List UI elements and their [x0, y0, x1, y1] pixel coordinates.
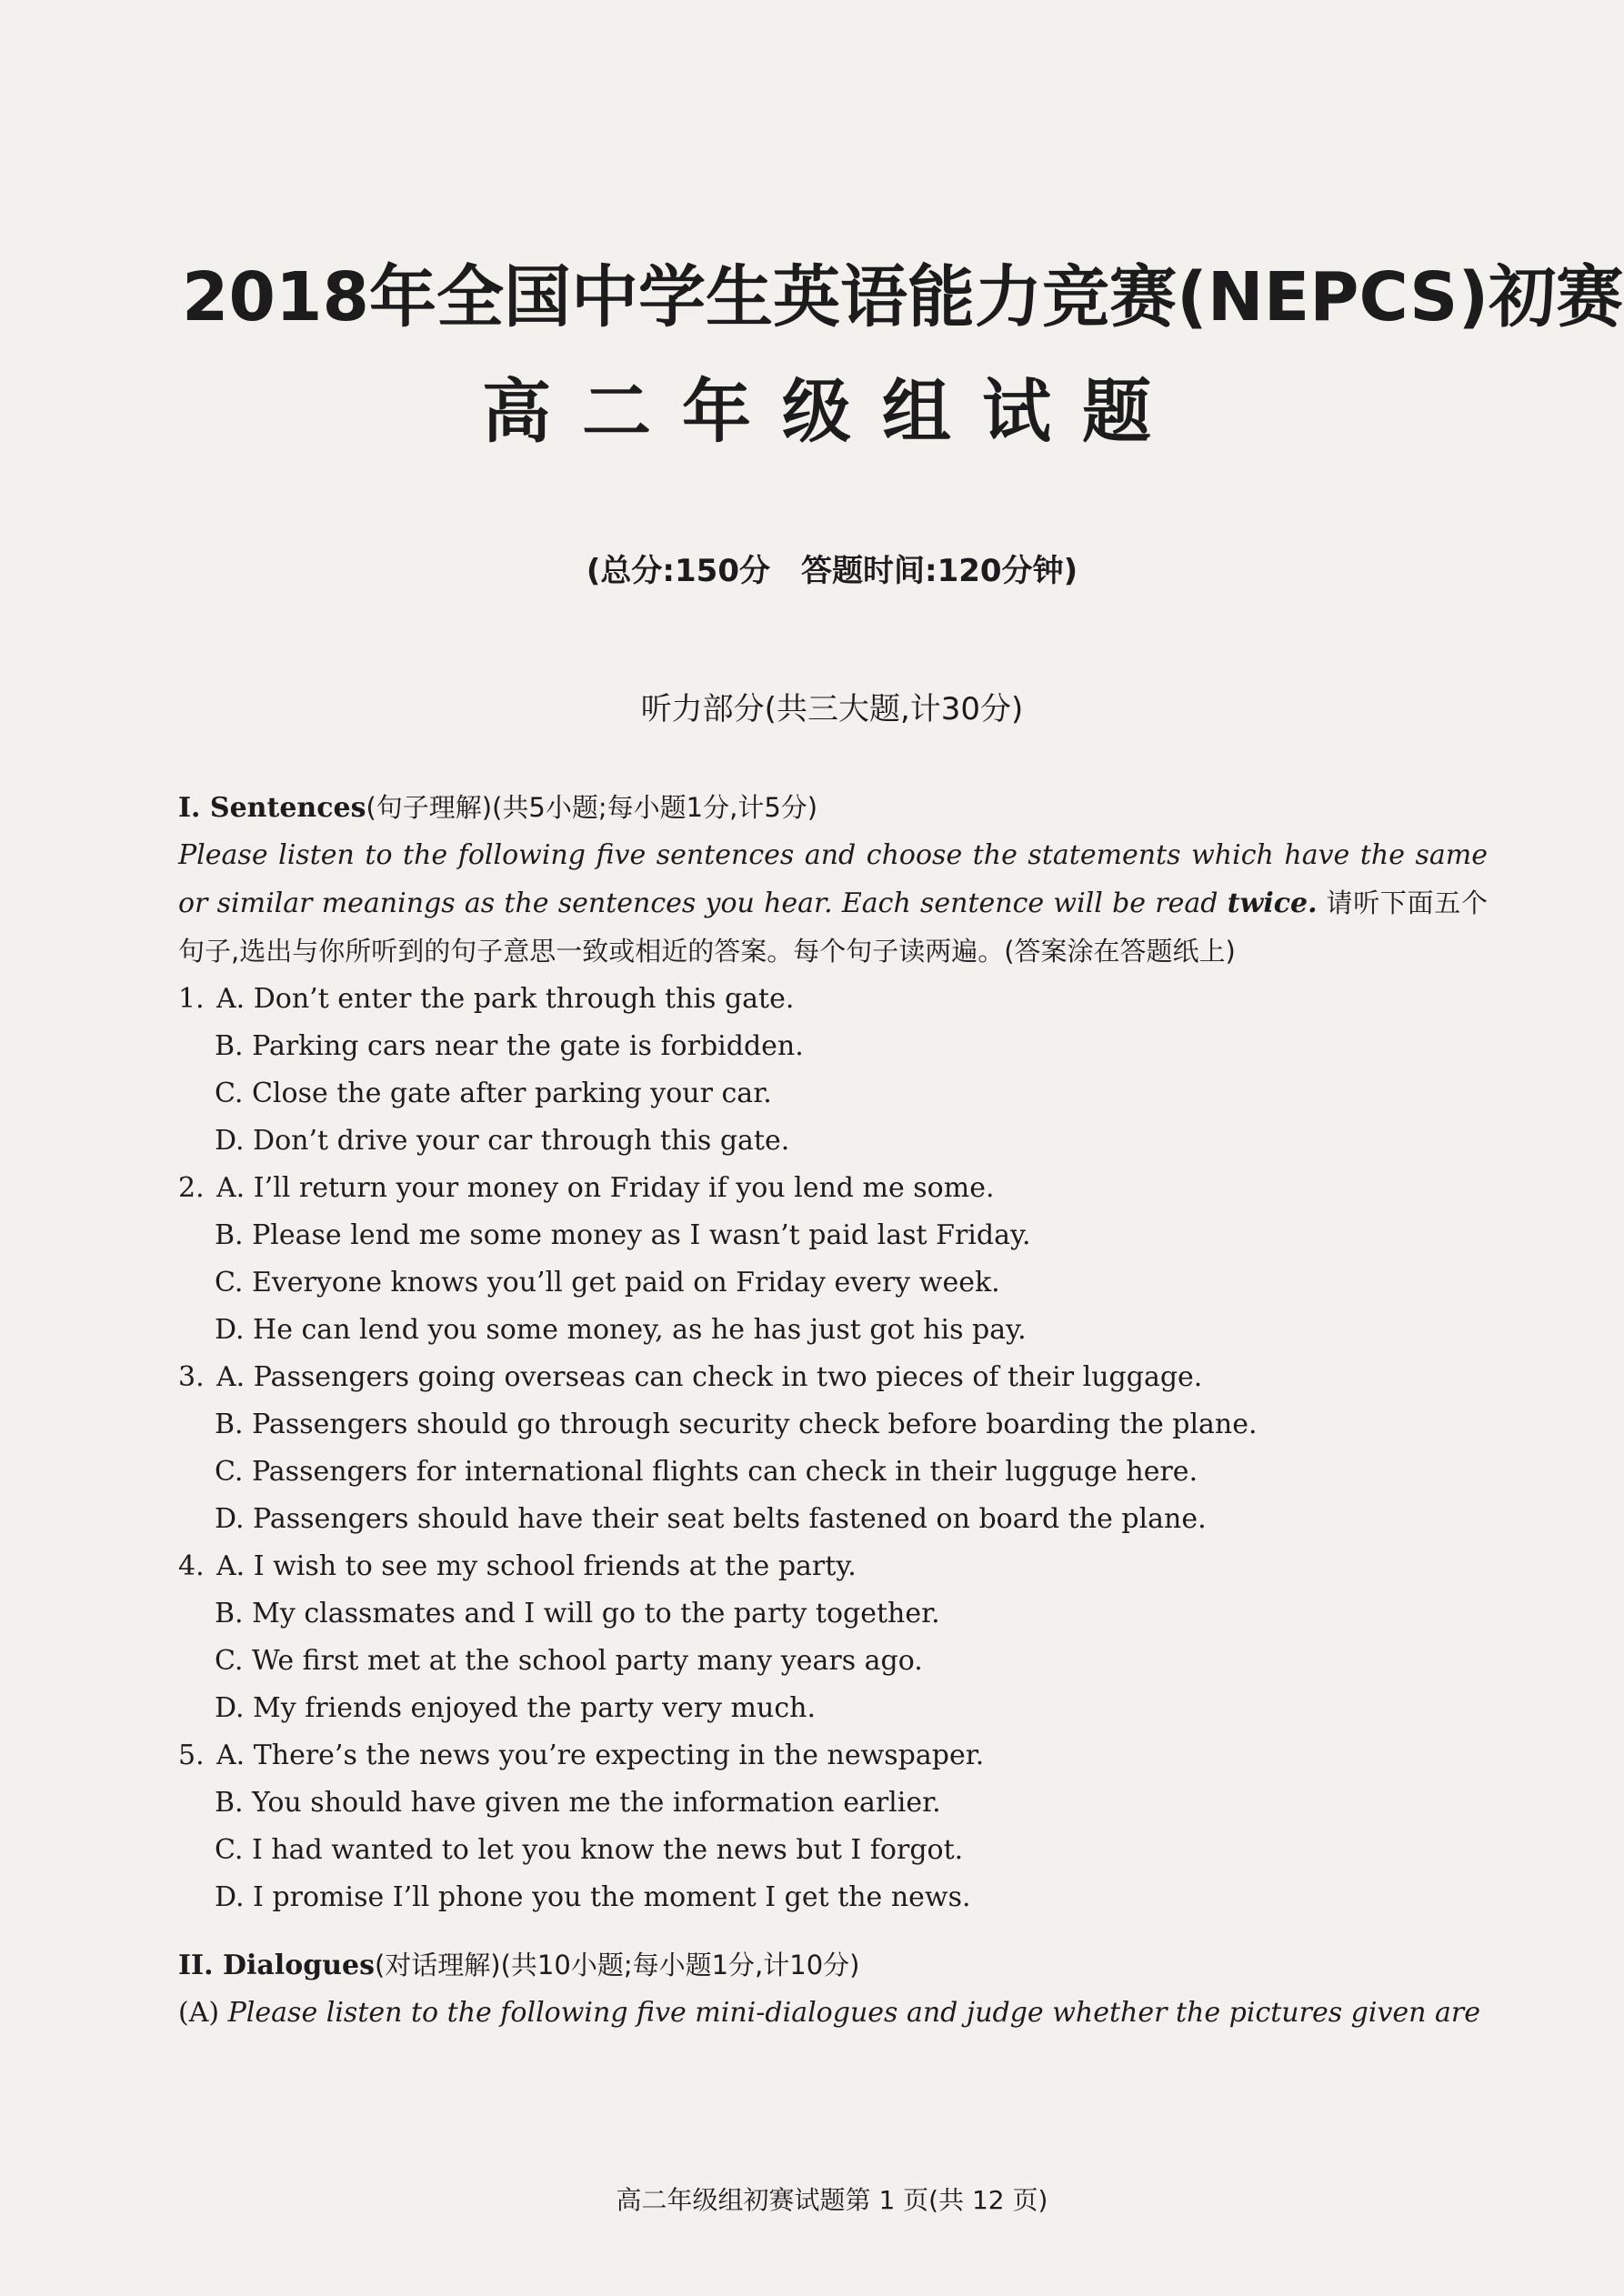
option-a: A. I’ll return your money on Friday if you lend me some. — [216, 1172, 995, 1204]
exam-title: 2018年全国中学生英语能力竞赛(NEPCS)初赛 — [182, 258, 1624, 336]
question-number: 4. — [178, 1550, 205, 1582]
section1-instruction — [178, 832, 1488, 976]
section1-heading — [178, 784, 1488, 832]
question-number: 3. — [178, 1361, 205, 1393]
exam-subtitle: 高二年级组试题 — [482, 371, 1182, 452]
option-b: B. My classmates and I will go to the party together. — [215, 1598, 940, 1629]
section1-title-cn: (句子理解)(共5小题;每小题1分,计5分) — [366, 792, 818, 823]
option-c: C. Everyone knows you’ll get paid on Friday every week. — [215, 1267, 1000, 1298]
option-d: D. He can lend you some money, as he has just got his pay. — [215, 1314, 1027, 1346]
option-c: C. Passengers for international flights can check in their lugguge here. — [215, 1456, 1198, 1488]
option-d: D. I promise I’ll phone you the moment I get the news. — [215, 1881, 971, 1913]
question-number: 1. — [178, 983, 205, 1015]
section2-sub-label: (A) — [178, 1997, 220, 2029]
option-b: B. Parking cars near the gate is forbidden. — [215, 1030, 804, 1062]
section1-instruction-bold: twice. — [1227, 887, 1318, 919]
option-d: D. Don’t drive your car through this gate. — [215, 1125, 790, 1157]
question-number: 2. — [178, 1172, 205, 1204]
option-a: A. I wish to see my school friends at the party. — [216, 1550, 857, 1582]
question-number: 5. — [178, 1740, 205, 1771]
question-2 — [178, 1165, 1488, 1354]
question-1 — [178, 976, 1488, 1165]
option-a: A. Passengers going overseas can check in two pieces of their luggage. — [216, 1361, 1203, 1393]
option-d: D. Passengers should have their seat belts fastened on board the plane. — [215, 1503, 1207, 1535]
page-footer: 高二年级组初赛试题第 1 页(共 12 页) — [616, 2185, 1048, 2215]
exam-content — [178, 784, 1488, 2037]
option-c: C. Close the gate after parking your car. — [215, 1078, 772, 1109]
option-b: B. Please lend me some money as I wasn’t paid last Friday. — [215, 1219, 1031, 1251]
section2-title: II. Dialogues — [178, 1950, 375, 1981]
section2-title-cn: (对话理解)(共10小题;每小题1分,计10分) — [374, 1950, 860, 1980]
section2-heading — [178, 1941, 1488, 1990]
listening-part-title: 听力部分(共三大题,计30分) — [640, 691, 1024, 727]
option-c: C. We first met at the school party many years ago. — [215, 1645, 923, 1677]
option-b: B. You should have given me the information earlier. — [215, 1787, 941, 1819]
question-4 — [178, 1543, 1488, 1732]
section2-instruction — [178, 1990, 1488, 2037]
option-b: B. Passengers should go through security check before boarding the plane. — [215, 1409, 1258, 1440]
option-c: C. I had wanted to let you know the news but I forgot. — [215, 1834, 964, 1866]
section1-instruction-en: Please listen to the following five sentences and choose the statements which have the same or similar meanings as the sentences you hear. Each sentence will be read — [178, 839, 1488, 919]
question-3 — [178, 1354, 1488, 1543]
option-a: A. There’s the news you’re expecting in the newspaper. — [216, 1740, 985, 1771]
section2-sub-instruction: Please listen to the following five mini-dialogues and judge whether the pictures given are — [227, 1997, 1480, 2029]
option-a: A. Don’t enter the park through this gate. — [216, 983, 795, 1015]
score-info: (总分:150分 答题时间:120分钟) — [586, 553, 1078, 589]
section1-title: I. Sentences — [178, 792, 366, 824]
question-5 — [178, 1732, 1488, 1921]
section1-instruction-cn: 请听下面五个句子,选出与你所听到的句子意思一致或相近的答案。每个句子读两遍。(答案涂在答题纸上) — [178, 887, 1488, 967]
option-d: D. My friends enjoyed the party very much. — [215, 1692, 816, 1724]
